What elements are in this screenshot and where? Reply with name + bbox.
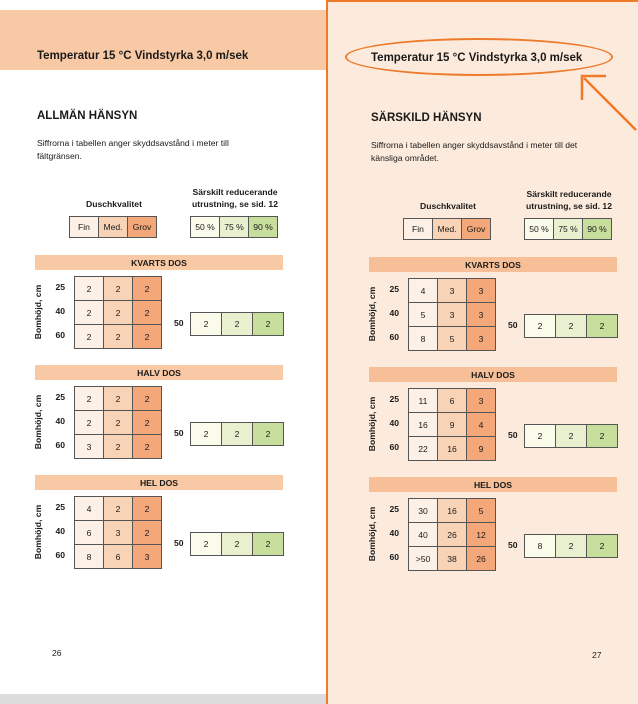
reduced-cell: 2 xyxy=(555,314,587,338)
reduced-height-label: 50 xyxy=(508,430,518,440)
table-cell: 8 xyxy=(408,326,438,351)
reduced-cell: 2 xyxy=(252,532,284,556)
reduced-cell: 2 xyxy=(586,314,618,338)
dose-band: HEL DOS xyxy=(369,477,617,492)
table-cell: 16 xyxy=(437,498,467,523)
page-number: 27 xyxy=(592,650,602,660)
quality-header-cell: Grov xyxy=(461,218,491,240)
table-cell: 2 xyxy=(103,496,133,521)
height-label: 40 xyxy=(389,308,399,318)
table-cell: 9 xyxy=(466,436,496,461)
reduced-label: Särskilt reducerande xyxy=(526,189,612,199)
quality-header-cell: Grov xyxy=(127,216,157,238)
table-cell: 3 xyxy=(466,278,496,303)
reduction-header-cell: 50 % xyxy=(524,218,554,240)
table-cell: 2 xyxy=(103,434,133,459)
quality-header-cell: Med. xyxy=(98,216,128,238)
height-label: 25 xyxy=(389,394,399,404)
boom-height-label: Bomhöjd, cm xyxy=(367,506,377,562)
table-cell: 3 xyxy=(132,544,162,569)
table-cell: 8 xyxy=(74,544,104,569)
dose-band: KVARTS DOS xyxy=(35,255,283,270)
boom-height-label: Bomhöjd, cm xyxy=(33,394,43,450)
height-label: 40 xyxy=(389,528,399,538)
table-cell: 4 xyxy=(466,412,496,437)
height-label: 60 xyxy=(389,332,399,342)
table-cell: 2 xyxy=(103,410,133,435)
page-number: 26 xyxy=(52,648,62,658)
quality-label: Duschkvalitet xyxy=(86,199,142,209)
table-cell: 3 xyxy=(103,520,133,545)
reduced-cell: 2 xyxy=(524,314,556,338)
table-cell: >50 xyxy=(408,546,438,571)
reduction-header-cell: 90 % xyxy=(248,216,278,238)
height-label: 60 xyxy=(55,440,65,450)
height-label: 40 xyxy=(55,306,65,316)
table-cell: 2 xyxy=(132,496,162,521)
table-cell: 2 xyxy=(132,386,162,411)
table-cell: 2 xyxy=(103,386,133,411)
reduced-height-label: 50 xyxy=(174,538,184,548)
table-cell: 26 xyxy=(466,546,496,571)
quality-label: Duschkvalitet xyxy=(420,201,476,211)
table-cell: 2 xyxy=(132,520,162,545)
table-cell: 2 xyxy=(103,324,133,349)
reduced-cell: 2 xyxy=(252,422,284,446)
table-cell: 6 xyxy=(103,544,133,569)
boom-height-label: Bomhöjd, cm xyxy=(33,284,43,340)
table-cell: 38 xyxy=(437,546,467,571)
table-cell: 4 xyxy=(408,278,438,303)
quality-header-cell: Med. xyxy=(432,218,462,240)
reduced-height-label: 50 xyxy=(508,320,518,330)
reduced-label: Särskilt reducerande xyxy=(192,187,278,197)
height-label: 40 xyxy=(55,526,65,536)
height-label: 25 xyxy=(389,284,399,294)
table-cell: 6 xyxy=(437,388,467,413)
reduced-cell: 2 xyxy=(586,534,618,558)
reduced-cell: 2 xyxy=(190,532,222,556)
reduced-cell: 2 xyxy=(190,312,222,336)
dose-band: HALV DOS xyxy=(369,367,617,382)
height-label: 40 xyxy=(55,416,65,426)
table-cell: 6 xyxy=(74,520,104,545)
table-cell: 2 xyxy=(103,276,133,301)
height-label: 60 xyxy=(389,552,399,562)
table-cell: 5 xyxy=(466,498,496,523)
height-label: 25 xyxy=(389,504,399,514)
table-cell: 2 xyxy=(74,386,104,411)
table-cell: 9 xyxy=(437,412,467,437)
reduced-height-label: 50 xyxy=(174,318,184,328)
table-cell: 2 xyxy=(132,276,162,301)
bottom-strip xyxy=(0,694,326,704)
table-cell: 3 xyxy=(466,326,496,351)
table-cell: 2 xyxy=(74,324,104,349)
reduced-cell: 2 xyxy=(190,422,222,446)
boom-height-label: Bomhöjd, cm xyxy=(33,504,43,560)
reduced-cell: 2 xyxy=(221,422,253,446)
quality-header-cell: Fin xyxy=(69,216,99,238)
page-header-title: Temperatur 15 °C Vindstyrka 3,0 m/sek xyxy=(37,50,249,62)
table-cell: 5 xyxy=(437,326,467,351)
table-cell: 2 xyxy=(132,410,162,435)
dose-band: KVARTS DOS xyxy=(369,257,617,272)
table-cell: 12 xyxy=(466,522,496,547)
table-cell: 5 xyxy=(408,302,438,327)
table-cell: 3 xyxy=(437,278,467,303)
reduced-cell: 2 xyxy=(221,532,253,556)
height-label: 40 xyxy=(389,418,399,428)
height-label: 25 xyxy=(55,392,65,402)
boom-height-label: Bomhöjd, cm xyxy=(367,286,377,342)
table-cell: 16 xyxy=(408,412,438,437)
table-cell: 26 xyxy=(437,522,467,547)
table-cell: 22 xyxy=(408,436,438,461)
table-cell: 3 xyxy=(466,302,496,327)
table-cell: 3 xyxy=(466,388,496,413)
reduced-height-label: 50 xyxy=(174,428,184,438)
reduced-cell: 8 xyxy=(524,534,556,558)
reduced-label: utrustning, se sid. 12 xyxy=(192,199,278,209)
reduced-cell: 2 xyxy=(524,424,556,448)
table-cell: 3 xyxy=(437,302,467,327)
intro-text: Siffrorna i tabellen anger skyddsavstånd i meter till fältgränsen. xyxy=(37,138,229,161)
height-label: 60 xyxy=(389,442,399,452)
reduced-cell: 2 xyxy=(555,534,587,558)
dose-band: HEL DOS xyxy=(35,475,283,490)
dose-band: HALV DOS xyxy=(35,365,283,380)
table-cell: 40 xyxy=(408,522,438,547)
table-cell: 30 xyxy=(408,498,438,523)
table-cell: 2 xyxy=(103,300,133,325)
table-cell: 2 xyxy=(132,324,162,349)
reduced-cell: 2 xyxy=(586,424,618,448)
boom-height-label: Bomhöjd, cm xyxy=(367,396,377,452)
table-cell: 2 xyxy=(74,276,104,301)
section-title: ALLMÄN HÄNSYN xyxy=(37,110,138,122)
table-cell: 11 xyxy=(408,388,438,413)
height-label: 25 xyxy=(55,282,65,292)
reduced-cell: 2 xyxy=(252,312,284,336)
table-cell: 2 xyxy=(74,300,104,325)
reduced-cell: 2 xyxy=(221,312,253,336)
table-cell: 4 xyxy=(74,496,104,521)
reduction-header-cell: 75 % xyxy=(553,218,583,240)
quality-header-cell: Fin xyxy=(403,218,433,240)
height-label: 60 xyxy=(55,330,65,340)
highlight-arrow-icon xyxy=(560,60,638,140)
table-cell: 3 xyxy=(74,434,104,459)
intro-text: Siffrorna i tabellen anger skyddsavstånd i meter till det känsliga området. xyxy=(371,140,578,163)
height-label: 60 xyxy=(55,550,65,560)
reduced-cell: 2 xyxy=(555,424,587,448)
reduction-header-cell: 75 % xyxy=(219,216,249,238)
reduction-header-cell: 90 % xyxy=(582,218,612,240)
table-cell: 16 xyxy=(437,436,467,461)
reduction-header-cell: 50 % xyxy=(190,216,220,238)
table-cell: 2 xyxy=(132,434,162,459)
reduced-height-label: 50 xyxy=(508,540,518,550)
reduced-label: utrustning, se sid. 12 xyxy=(526,201,612,211)
height-label: 25 xyxy=(55,502,65,512)
page-header-title: Temperatur 15 °C Vindstyrka 3,0 m/sek xyxy=(371,52,583,64)
table-cell: 2 xyxy=(74,410,104,435)
table-cell: 2 xyxy=(132,300,162,325)
section-title: SÄRSKILD HÄNSYN xyxy=(371,112,482,124)
